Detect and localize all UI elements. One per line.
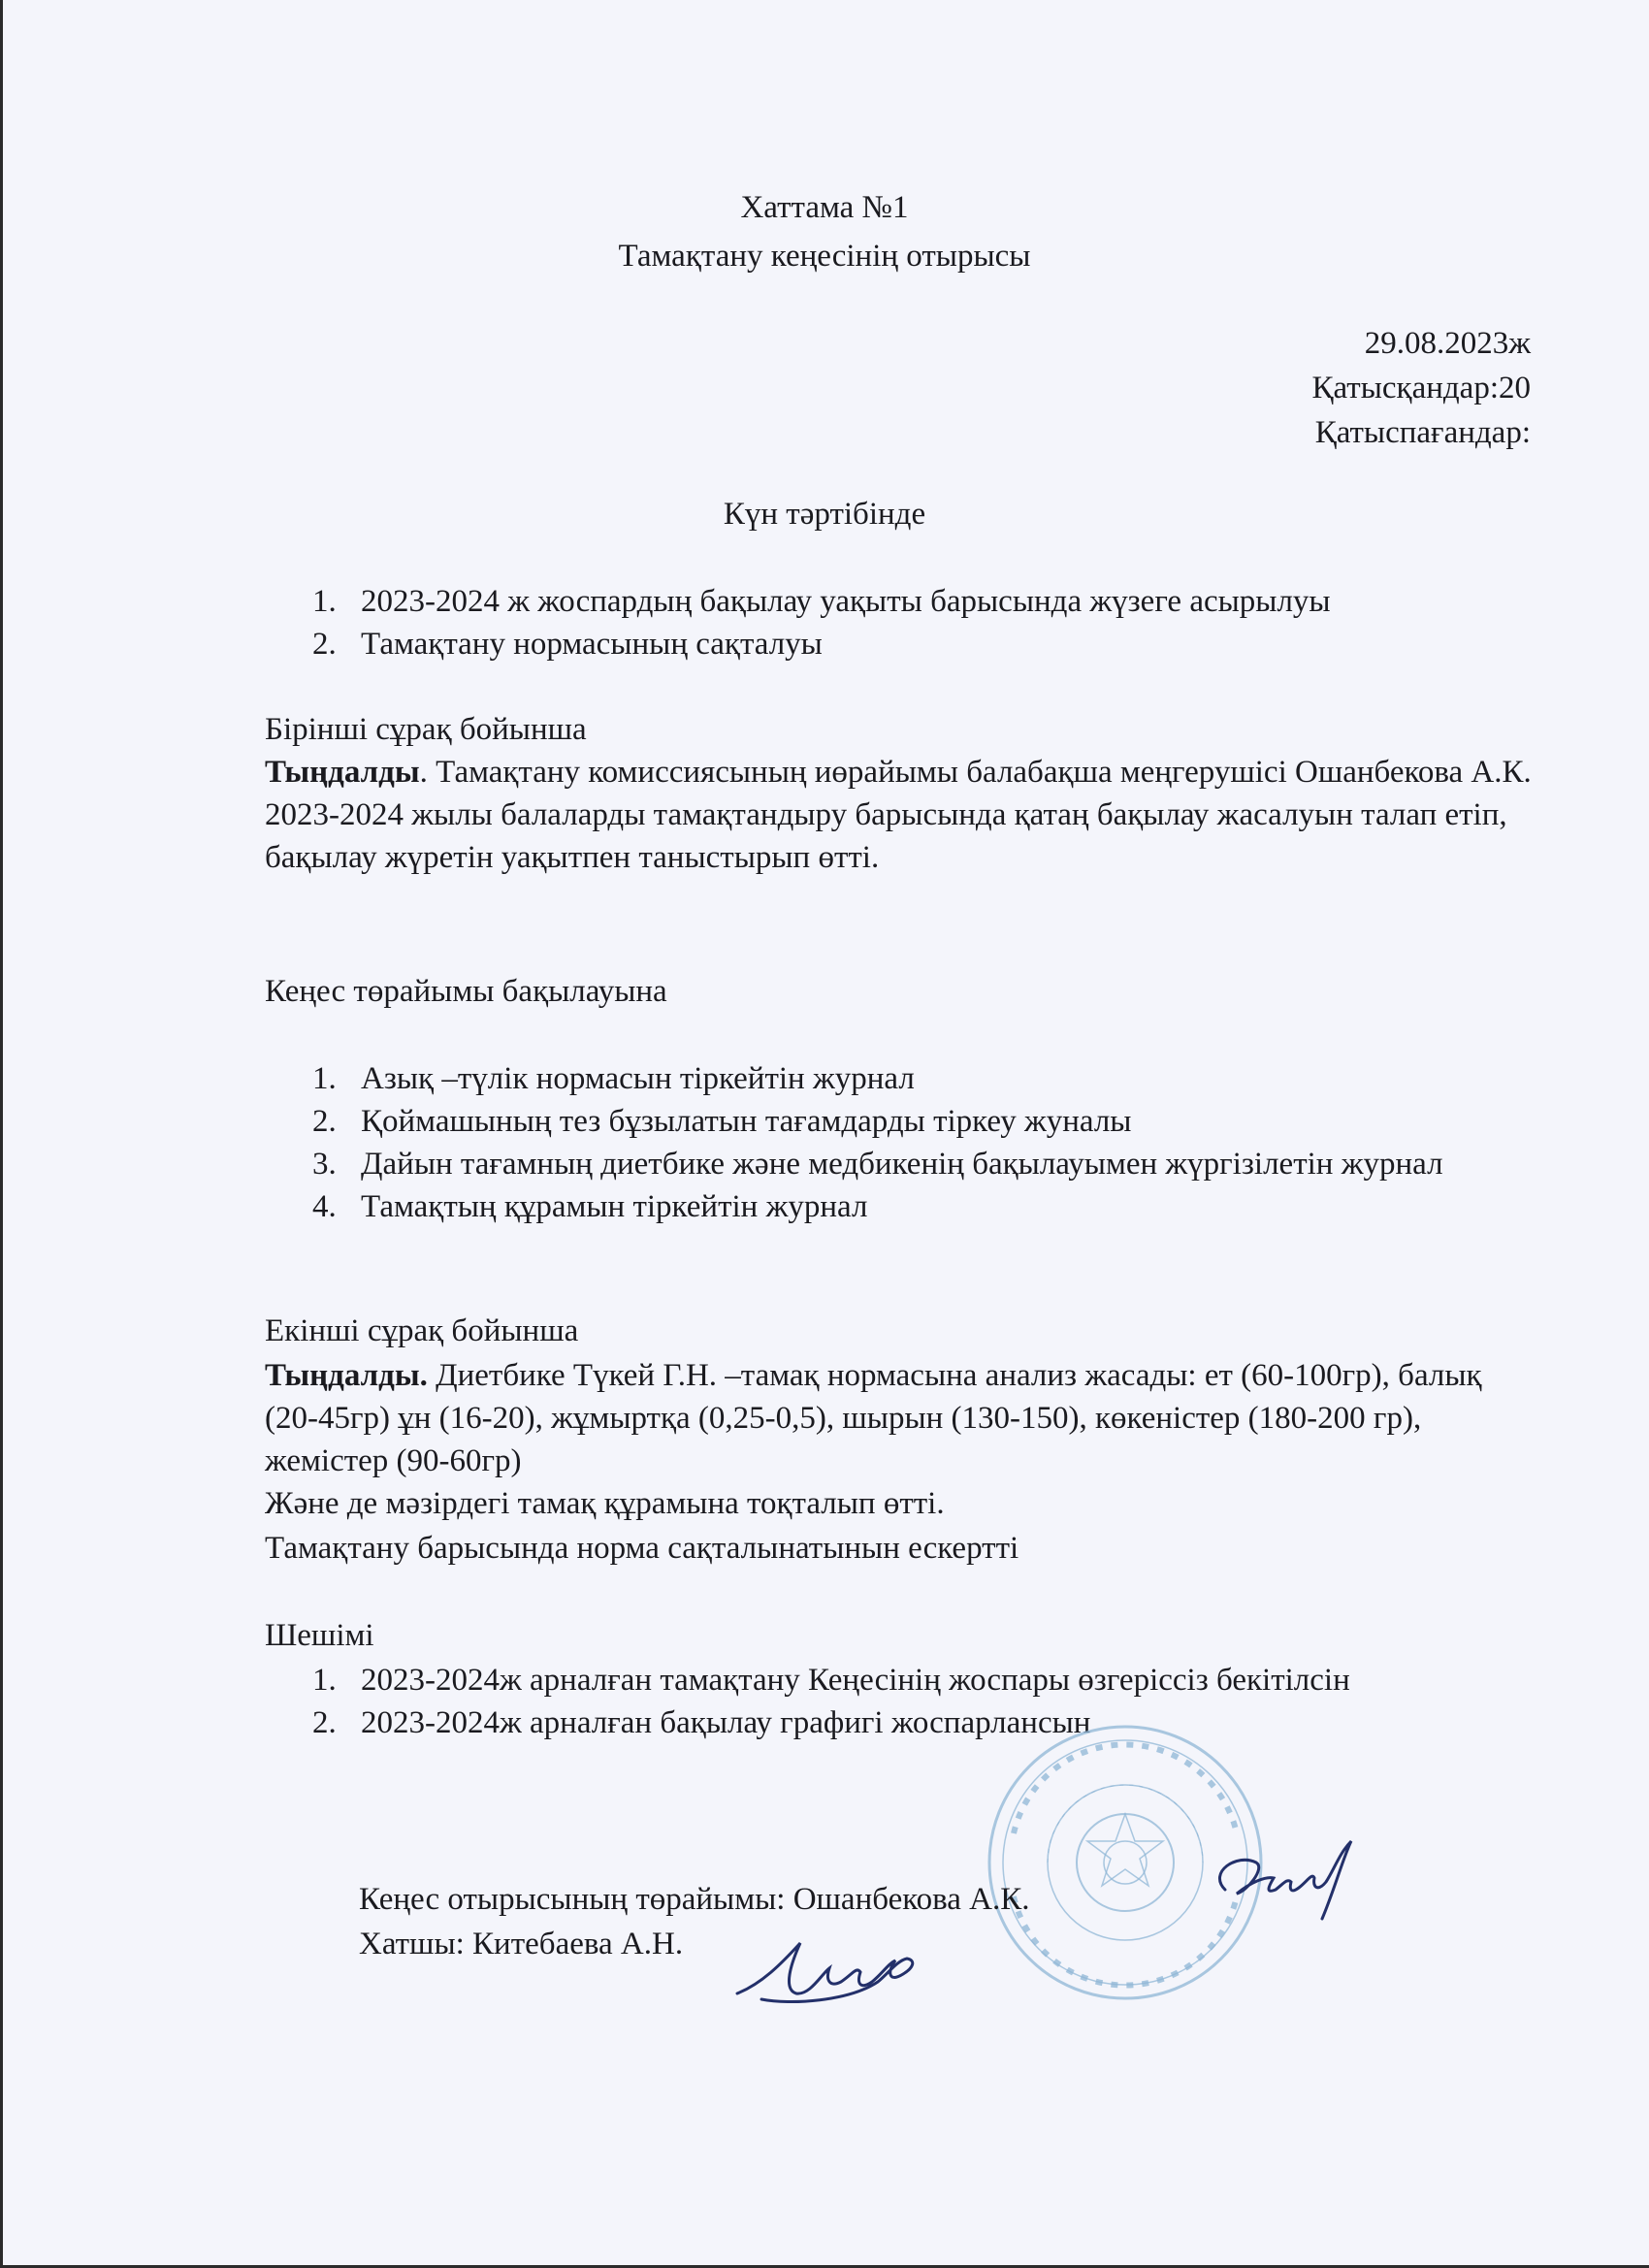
question2-line2: Және де мәзірдегі тамақ құрамына тоқталып өтті. [265,1486,945,1521]
decision-item-text: 2023-2024ж арналған бақылау графигі жоспарлансын [361,1705,1091,1740]
list-number: 4. [312,1189,337,1224]
list-number: 1. [312,1061,337,1096]
heard-label: Тыңдалды. [265,1358,428,1393]
agenda-item-text: Тамақтану нормасының сақталуы [361,627,823,662]
agenda-item-text: 2023-2024 ж жоспардың бақылау уақыты барысында жүзеге асырылуы [361,584,1331,619]
list-number: 2. [312,627,337,662]
control-item-text: Тамақтың құрамын тіркейтін журнал [361,1189,868,1224]
meeting-date: 29.08.2023ж [1364,326,1531,361]
list-number: 2. [312,1705,337,1740]
question1-text: . Тамақтану комиссиясының иөрайымы балабақша меңгерушісі Ошанбекова А.К. 2023-2024 жылы балаларды тамақтандыру барысында қатаң бақылау жасалуын талап етіп, бақылау жүретін уақытпен таныстырып өтті. [265,755,1532,875]
list-item [312,1143,1554,1185]
list-number: 3. [312,1147,337,1182]
agenda-list [312,580,1573,665]
list-item [312,1057,1554,1100]
list-item [312,1659,1457,1701]
secretary-signature-icon [732,1926,926,2013]
chair-signature-icon [1198,1833,1363,1930]
control-list [312,1057,1554,1228]
control-item-text: Дайын тағамның диетбике және медбикенің бақылауымен жүргізілетін журнал [361,1147,1443,1182]
list-number: 2. [312,1104,337,1139]
list-item [312,580,1573,623]
scan-edge-left [0,0,3,2268]
list-number: 1. [312,1663,337,1698]
list-item [312,1185,1554,1228]
absent-count: Қатыспағандар: [1314,415,1531,450]
list-item [312,623,1573,665]
document-subtitle: Тамақтану кеңесінің отырысы [618,239,1031,274]
question2-line3: Тамақтану барысында норма сақталынатынын ескертті [265,1531,1019,1566]
document-title: Хаттама №1 [740,190,909,225]
control-item-text: Азық –түлік нормасын тіркейтін журнал [361,1061,915,1096]
question1-paragraph [265,751,1536,879]
secretary-signature-line: Хатшы: Китебаева А.Н. [359,1927,684,1961]
chair-signature-line: Кеңес отырысының төрайымы: Ошанбекова А.К. [359,1882,1030,1917]
list-item [312,1100,1554,1143]
decision-item-text: 2023-2024ж арналған тамақтану Кеңесінің жоспары өзгеріссіз бекітілсін [361,1663,1350,1698]
control-item-text: Қоймашының тез бұзылатын тағамдарды тіркеу жуналы [361,1104,1132,1139]
question1-heading: Бірінші сұрақ бойынша [265,712,587,747]
list-number: 1. [312,584,337,619]
agenda-heading: Күн тәртібінде [723,497,926,532]
question2-heading: Екінші сұрақ бойынша [265,1313,579,1348]
question2-paragraph [265,1354,1516,1482]
present-count: Қатысқандар:20 [1311,371,1531,405]
heard-label: Тыңдалды [265,755,420,790]
control-heading: Кеңес төрайымы бақылауына [265,974,667,1009]
question2-text: Диетбике Түкей Г.Н. –тамақ нормасына анализ жасады: ет (60-100гр), балық (20-45гр) ұн (16-20), жұмыртқа (0,25-0,5), шырын (130-150), көкеністер (180-200 гр), жемістер (90-60гр) [265,1358,1482,1478]
decision-heading: Шешімі [265,1618,374,1653]
